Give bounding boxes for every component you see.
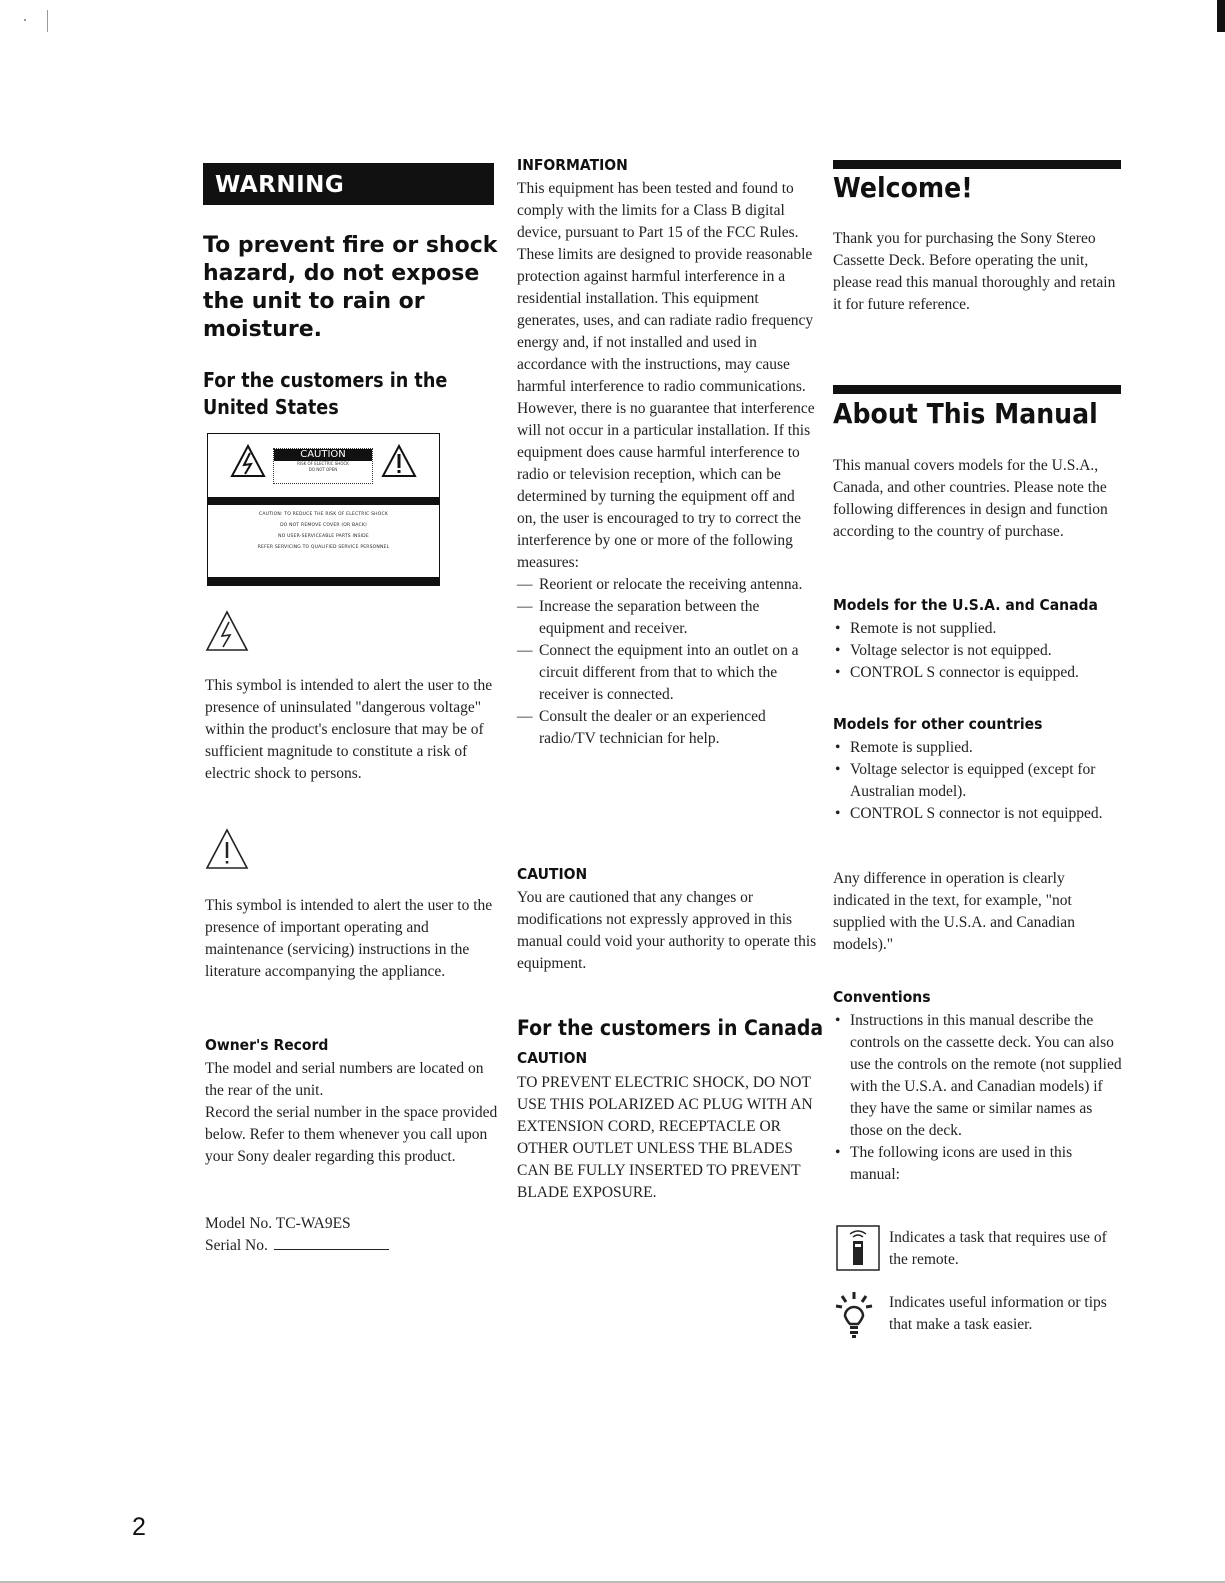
- warning-headline: To prevent fire or shock hazard, do not expose the unit to rain or moisture.: [203, 233, 498, 342]
- warning-banner: WARNING: [203, 163, 494, 205]
- lightning-symbol-description: This symbol is intended to alert the user to the presence of uninsulated "dangerous voltage" within the product's enclosure that may be of sufficient magnitude to constitute a risk of electric shock to persons.: [205, 677, 493, 782]
- measure-text: Connect the equipment into an outlet on a circuit different from that to which the receiver is connected.: [539, 642, 799, 703]
- welcome-heading: Welcome!: [833, 171, 973, 204]
- conventions-heading: Conventions: [833, 988, 931, 1006]
- welcome-text: Thank you for purchasing the Sony Stereo Cassette Deck. Before operating the unit, please read this manual thoroughly and retain it for future reference.: [833, 230, 1116, 313]
- canada-caution-heading: CAUTION: [517, 1049, 588, 1067]
- owners-record-paragraph: Record the serial number in the space provided below. Refer to them whenever you call upon your Sony dealer regarding this product.: [205, 1104, 498, 1165]
- caution-box: [273, 448, 373, 484]
- caution-label-line: CAUTION: TO REDUCE THE RISK OF ELECTRIC SHOCK: [259, 512, 388, 517]
- measure-text: Reorient or relocate the receiving antenna.: [539, 576, 803, 593]
- lightbulb-tip-icon: [834, 1290, 874, 1340]
- serial-number-label: Serial No.: [205, 1237, 268, 1254]
- list-item-text: Remote is not supplied.: [850, 620, 997, 637]
- measure-text: Consult the dealer or an experienced radio/TV technician for help.: [539, 708, 766, 747]
- bullet-marker: •: [835, 620, 841, 637]
- list-item: [833, 803, 1123, 825]
- list-item: [833, 1142, 1123, 1186]
- list-item: [833, 618, 1123, 640]
- other-models-heading: Models for other countries: [833, 715, 1043, 733]
- caution-heading: CAUTION: [517, 865, 588, 883]
- us-models-heading: Models for the U.S.A. and Canada: [833, 596, 1098, 614]
- caution-text: You are cautioned that any changes or modifications not expressly approved in this manual could void your authority to operate this equipment.: [517, 889, 817, 972]
- caution-label-text: [216, 509, 431, 553]
- bullet-marker: •: [835, 642, 841, 659]
- list-item-text: CONTROL S connector is not equipped.: [850, 805, 1103, 822]
- canada-customers-heading: For the customers in Canada: [517, 1016, 824, 1040]
- conventions-list: [833, 1010, 1123, 1186]
- canada-caution-text: TO PREVENT ELECTRIC SHOCK, DO NOT USE THIS POLARIZED AC PLUG WITH AN EXTENSION CORD, RECEPTACLE OR OTHER OUTLET UNLESS THE BLADES CAN BE FULLY INSERTED TO PREVENT BLADE EXPOSURE.: [517, 1074, 813, 1201]
- exclamation-triangle-icon: [381, 444, 417, 478]
- scan-mark: [47, 10, 48, 32]
- bullet-marker: •: [835, 664, 841, 681]
- list-item-text: CONTROL S connector is equipped.: [850, 664, 1079, 681]
- bullet-marker: •: [835, 1012, 841, 1029]
- information-paragraph: These limits are designed to provide reasonable protection against harmful interference in a residential installation. This equipment generates, uses, and can radiate radio frequency energy and, if not installed and used in accordance with the instructions, may cause harmful interference to radio communications. However, there is no guarantee that interference will not occur in a particular installation. If this equipment does cause harmful interference to radio or television reception, which can be determined by turning the equipment off and on, the user is encouraged to try to correct the interference by one or more of the following measures:: [517, 246, 815, 571]
- dash-marker: —: [517, 598, 533, 615]
- measure-text: Increase the separation between the equipment and receiver.: [539, 598, 760, 637]
- list-item: [517, 574, 817, 596]
- measures-list: [517, 574, 817, 750]
- model-number: Model No. TC-WA9ES: [205, 1215, 351, 1232]
- serial-number-blank: [274, 1235, 389, 1250]
- dash-marker: —: [517, 576, 533, 593]
- scan-mark: [24, 19, 26, 21]
- us-models-list: [833, 618, 1123, 684]
- caution-box-line: DO NOT OPEN: [308, 467, 338, 472]
- lightning-triangle-icon: [230, 444, 266, 478]
- dash-marker: —: [517, 708, 533, 725]
- caution-box-line: RISK OF ELECTRIC SHOCK: [297, 461, 349, 466]
- other-models-list: [833, 737, 1123, 825]
- tip-icon-description: Indicates useful information or tips that make a task easier.: [889, 1294, 1107, 1333]
- list-item-text: Voltage selector is equipped (except for Australian model).: [850, 761, 1096, 800]
- remote-icon-description: Indicates a task that requires use of the remote.: [889, 1229, 1107, 1268]
- list-item: [517, 596, 817, 640]
- list-item: [833, 737, 1123, 759]
- caution-label-line: REFER SERVICING TO QUALIFIED SERVICE PERSONNEL: [257, 545, 390, 550]
- about-manual-heading: About This Manual: [833, 397, 1098, 430]
- model-serial-block: [205, 1213, 505, 1257]
- list-item-text: The following icons are used in this manual:: [850, 1144, 1073, 1183]
- difference-note: Any difference in operation is clearly indicated in the text, for example, "not supplied with the U.S.A. and Canadian models).": [833, 870, 1075, 953]
- caution-box-title: CAUTION: [274, 449, 372, 461]
- dash-marker: —: [517, 642, 533, 659]
- list-item: [833, 759, 1123, 803]
- bullet-marker: •: [835, 805, 841, 822]
- section-rule: [833, 385, 1121, 394]
- list-item: [833, 662, 1123, 684]
- bullet-marker: •: [835, 739, 841, 756]
- about-manual-text: This manual covers models for the U.S.A., Canada, and other countries. Please note the following differences in design and function according to the country of purchase.: [833, 457, 1108, 540]
- owners-record-heading: Owner's Record: [205, 1036, 329, 1054]
- page-number: 2: [132, 1513, 146, 1541]
- caution-label-image: [207, 433, 440, 586]
- bullet-marker: •: [835, 761, 841, 778]
- exclamation-triangle-icon: [205, 828, 249, 870]
- serial-number-row: [205, 1235, 505, 1257]
- list-item: [833, 1010, 1123, 1142]
- lightning-triangle-icon: [205, 610, 249, 652]
- list-item: [517, 640, 817, 706]
- caution-label-bottom-bar: [208, 577, 439, 585]
- caution-label-line: NO USER-SERVICEABLE PARTS INSIDE: [278, 534, 369, 539]
- scan-corner-mark: [1217, 0, 1225, 32]
- remote-control-icon: [836, 1225, 880, 1271]
- exclamation-symbol-description: This symbol is intended to alert the user to the presence of important operating and maintenance (servicing) instructions in the literature accompanying the appliance.: [205, 897, 493, 980]
- caution-label-line: DO NOT REMOVE COVER (OR BACK): [280, 523, 367, 528]
- bullet-marker: •: [835, 1144, 841, 1161]
- owners-record-paragraph: The model and serial numbers are located on the rear of the unit.: [205, 1060, 484, 1099]
- list-item-text: Remote is supplied.: [850, 739, 973, 756]
- information-heading: INFORMATION: [517, 156, 628, 174]
- owners-record-text: [205, 1058, 505, 1168]
- list-item: [833, 640, 1123, 662]
- section-rule: [833, 160, 1121, 169]
- list-item-text: Voltage selector is not equipped.: [850, 642, 1052, 659]
- information-paragraph: This equipment has been tested and found to comply with the limits for a Class B digital device, pursuant to Part 15 of the FCC Rules.: [517, 180, 799, 241]
- list-item: [517, 706, 817, 750]
- information-text: [517, 178, 817, 750]
- us-customers-heading: For the customers in the United States: [203, 368, 448, 419]
- list-item-text: Instructions in this manual describe the controls on the cassette deck. You can also use the controls on the remote (not supplied with the U.S.A. and Canadian models) if they have the same or similar names as those on the deck.: [850, 1012, 1122, 1139]
